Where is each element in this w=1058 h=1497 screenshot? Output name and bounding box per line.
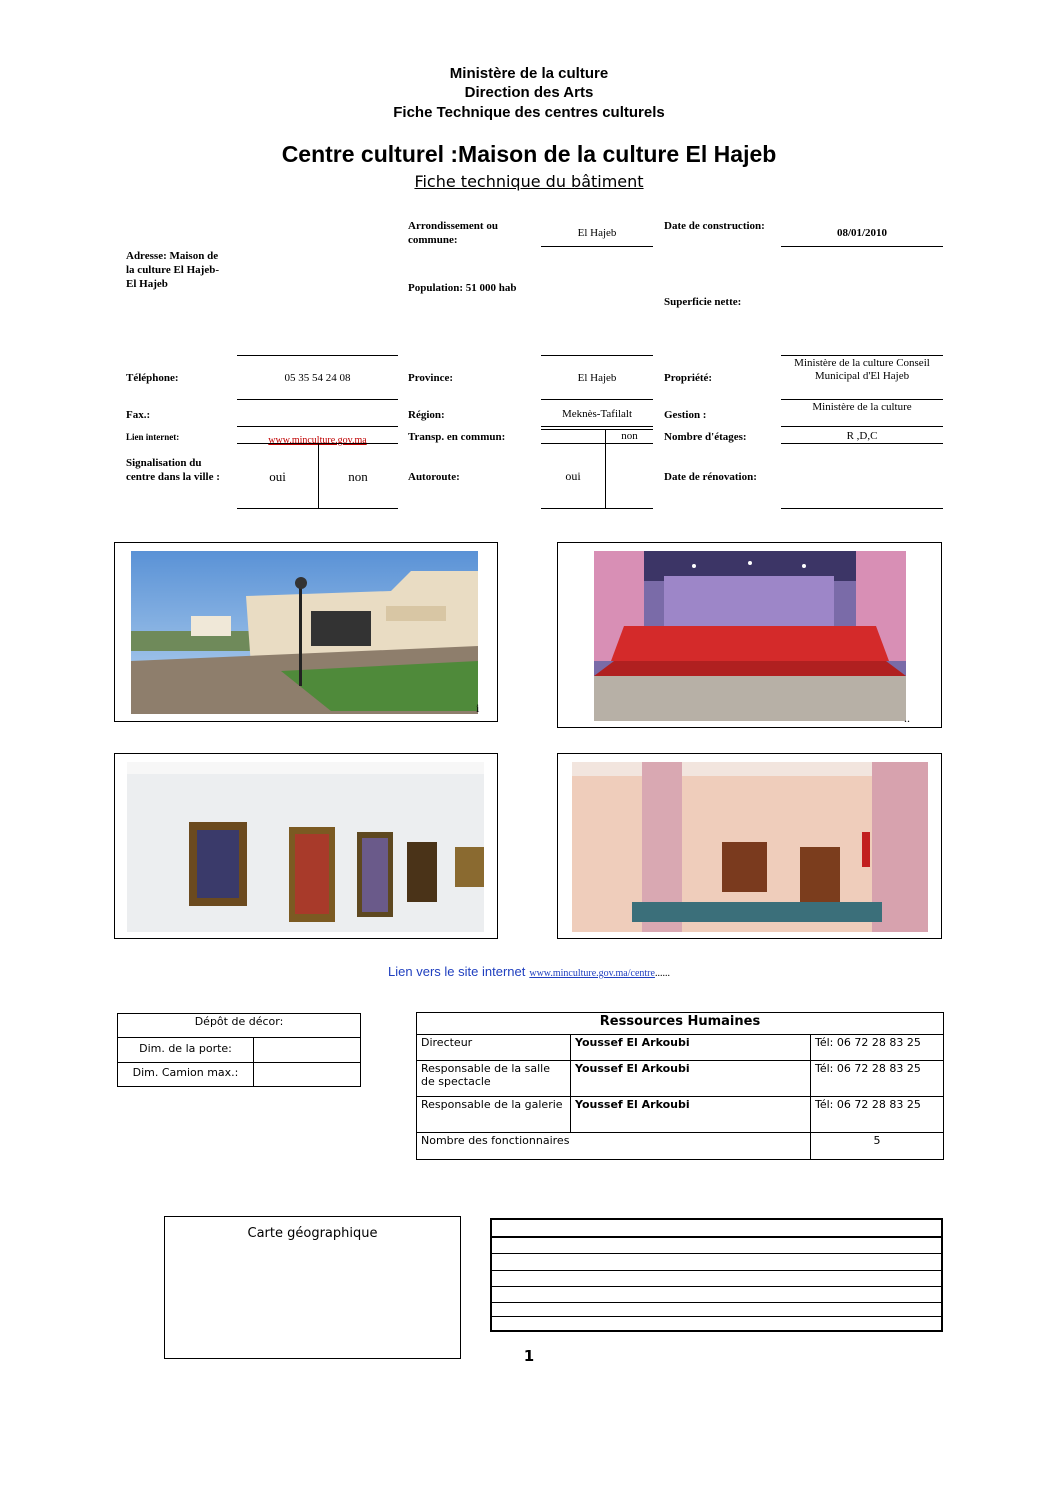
rh-count-label: Nombre des fonctionnaires [417, 1133, 811, 1160]
signalisation-oui: oui [269, 469, 286, 484]
telephone-value: 05 35 54 24 08 [284, 372, 351, 384]
rh-row [417, 1097, 944, 1133]
date-construction-label: Date de construction: [664, 220, 765, 232]
arrondissement-value: El Hajeb [577, 227, 617, 239]
gestion-value: Ministère de la culture [812, 401, 912, 413]
gallery-photo [127, 762, 484, 932]
gestion-label: Gestion : [664, 409, 707, 421]
rh-name: Youssef El Arkoubi [571, 1035, 811, 1061]
rh-row [417, 1061, 944, 1097]
site-link-line [0, 963, 1058, 981]
depot-title: Dépôt de décor: [118, 1014, 361, 1038]
page-number: 1 [523, 1347, 535, 1365]
rh-tel: Tél: 06 72 28 83 25 [811, 1035, 944, 1061]
depot-porte-value [254, 1038, 361, 1063]
ministry-line: Ministère de la culture [449, 65, 609, 82]
site-link-url[interactable]: www.minculture.gov.ma/centre [529, 968, 655, 979]
lien-label: Lien internet: [126, 432, 180, 442]
page-title: Centre culturel :Maison de la culture El Hajeb [281, 141, 777, 167]
photo-frame-interior [557, 753, 942, 939]
fiche-line: Fiche Technique des centres culturels [393, 104, 665, 121]
carte-label: Carte géographique [247, 1226, 378, 1241]
transp-value: non [621, 430, 638, 442]
depot-camion-value [254, 1063, 361, 1087]
rh-role: Responsable de la salle de spectacle [417, 1061, 571, 1097]
propriete-label: Propriété: [664, 372, 713, 384]
rh-title: Ressources Humaines [417, 1013, 944, 1035]
rh-name: Youssef El Arkoubi [571, 1097, 811, 1133]
carte-box [164, 1216, 461, 1359]
renovation-label: Date de rénovation: [664, 471, 757, 483]
page-subtitle: Fiche technique du bâtiment [414, 172, 644, 191]
arrondissement-label: Arrondissement ou commune: [408, 220, 498, 246]
direction-line: Direction des Arts [464, 84, 594, 101]
interior-photo [572, 762, 928, 932]
photo-frame-theater [557, 542, 942, 728]
signalisation-non: non [348, 469, 368, 484]
etages-value: R ,D,C [846, 430, 878, 442]
transp-label: Transp. en commun: [408, 431, 506, 443]
date-construction-value: 08/01/2010 [836, 227, 888, 239]
photo-marker-2: .. [904, 711, 910, 725]
province-value: El Hajeb [577, 372, 617, 384]
rh-row [417, 1035, 944, 1061]
photo-frame-exterior [114, 542, 498, 722]
region-value: Meknès-Tafilalt [561, 408, 633, 420]
notes-box [490, 1218, 943, 1332]
superficie-label: Superficie nette: [664, 296, 742, 308]
lien-value-link[interactable]: www.minculture.gov.ma [268, 435, 367, 446]
telephone-label: Téléphone: [126, 372, 179, 384]
address-label: Adresse: Maison de la culture El Hajeb- El Hajeb [126, 250, 219, 290]
region-label: Région: [408, 409, 445, 421]
etages-label: Nombre d'étages: [664, 431, 747, 443]
signalisation-label: Signalisation du centre dans la ville : [126, 457, 220, 483]
rh-tel: Tél: 06 72 28 83 25 [811, 1097, 944, 1133]
theater-photo [594, 551, 906, 721]
rh-role: Responsable de la galerie [417, 1097, 571, 1133]
rh-tel: Tél: 06 72 28 83 25 [811, 1061, 944, 1097]
site-link-label: Lien vers le site internet [388, 964, 526, 979]
depot-porte-label: Dim. de la porte: [118, 1038, 254, 1063]
photo-marker: i [476, 701, 480, 715]
autoroute-label: Autoroute: [408, 471, 460, 483]
population-label: Population: 51 000 hab [408, 282, 517, 294]
rh-count-value: 5 [811, 1133, 944, 1160]
province-label: Province: [408, 372, 454, 384]
fax-label: Fax.: [126, 409, 151, 421]
exterior-photo [131, 551, 478, 714]
depot-camion-label: Dim. Camion max.: [118, 1063, 254, 1087]
photo-frame-gallery [114, 753, 498, 939]
depot-table [117, 1013, 361, 1087]
rh-role: Directeur [417, 1035, 571, 1061]
site-link-dots: ...... [654, 968, 670, 979]
autoroute-value: oui [565, 469, 581, 483]
rh-table [416, 1012, 944, 1160]
rh-name: Youssef El Arkoubi [571, 1061, 811, 1097]
propriete-value: Ministère de la culture Conseil Municipal d'El Hajeb [794, 357, 930, 382]
